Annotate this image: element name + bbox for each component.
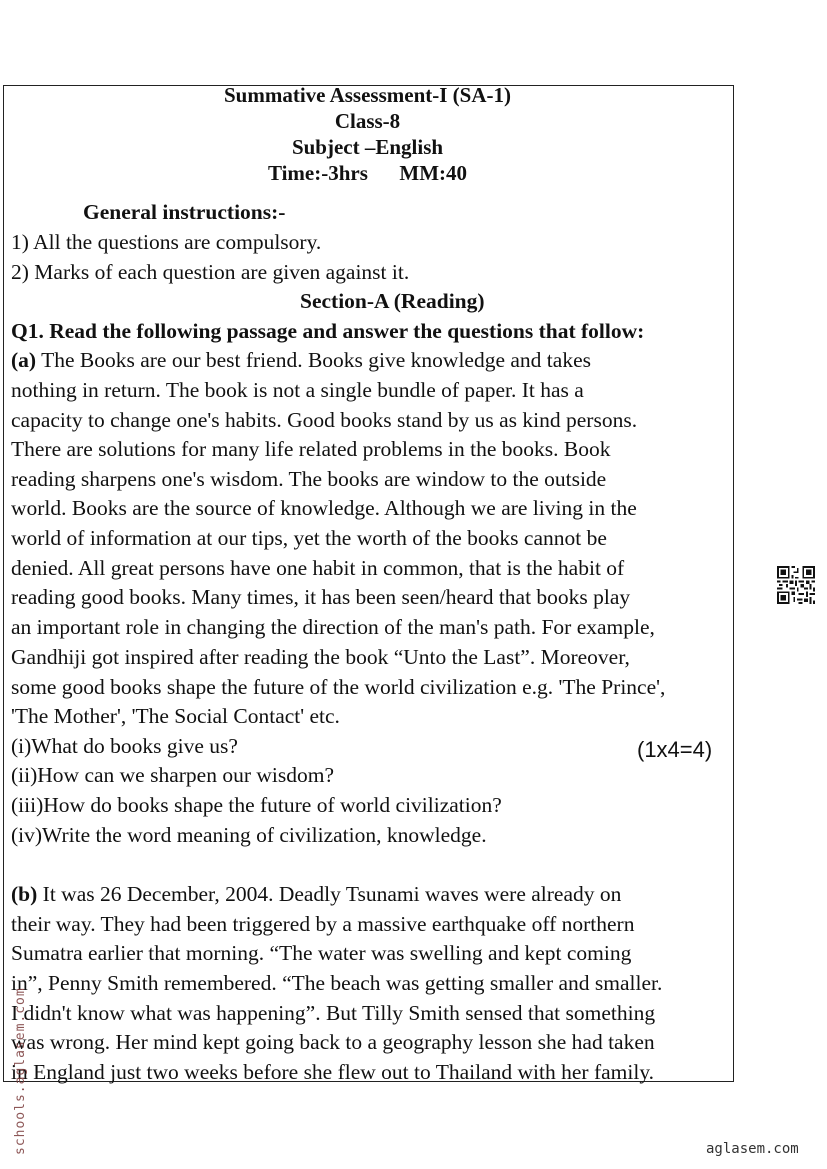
passage-a-line: 'The Mother', 'The Social Contact' etc.: [11, 704, 340, 728]
section-a-heading: Section-A (Reading): [300, 289, 485, 313]
footer-watermark: aglasem.com: [706, 1141, 799, 1157]
passage-b-line: their way. They had been triggered by a massive earthquake off northern: [11, 912, 635, 936]
passage-a-line: some good books shape the future of the world civilization e.g. 'The Prince',: [11, 675, 666, 699]
passage-a-line: world. Books are the source of knowledge. Although we are living in the: [11, 496, 637, 520]
question-item: (ii)How can we sharpen our wisdom?: [11, 763, 335, 787]
class-label: Class-8: [334, 109, 401, 133]
passage-a-line: world of information at our tips, yet the worth of the books cannot be: [11, 526, 607, 550]
instruction-item: 1) All the questions are compulsory.: [11, 230, 322, 254]
passage-a-line: Gandhiji got inspired after reading the book “Unto the Last”. Moreover,: [11, 645, 630, 669]
side-watermark: schools.aglasem.com: [13, 987, 28, 1155]
question-item: (iv)Write the word meaning of civilization, knowledge.: [11, 823, 487, 847]
passage-a-line: nothing in return. The book is not a single bundle of paper. It has a: [11, 378, 584, 402]
passage-a-line: (a) The Books are our best friend. Books give knowledge and takes: [11, 348, 591, 372]
q1-prompt: Q1. Read the following passage and answer the questions that follow:: [11, 319, 645, 343]
part-a-label: (a): [11, 348, 37, 372]
subject-label: Subject –English: [291, 135, 444, 159]
max-marks-label: MM:40: [399, 161, 468, 185]
passage-a-line: reading sharpens one's wisdom. The books are window to the outside: [11, 467, 607, 491]
passage-a-line: There are solutions for many life related problems in the books. Book: [11, 437, 611, 461]
passage-b-line: was wrong. Her mind kept going back to a geography lesson she had taken: [11, 1030, 655, 1054]
marks-label: (1x4=4): [637, 737, 713, 762]
passage-b-line: in England just two weeks before she flew out to Thailand with her family.: [11, 1060, 655, 1084]
time-label: Time:-3hrs: [267, 161, 368, 185]
instruction-item: 2) Marks of each question are given against it.: [11, 260, 410, 284]
instructions-heading: General instructions:-: [83, 200, 286, 224]
passage-a-line: capacity to change one's habits. Good books stand by us as kind persons.: [11, 408, 638, 432]
passage-a-line: reading good books. Many times, it has been seen/heard that books play: [11, 585, 631, 609]
passage-b-line: (b) It was 26 December, 2004. Deadly Tsunami waves were already on: [11, 882, 622, 906]
passage-a-line: an important role in changing the direction of the man's path. For example,: [11, 615, 655, 639]
passage-b-line: Sumatra earlier that morning. “The water was swelling and kept coming: [11, 941, 632, 965]
passage-a-line: denied. All great persons have one habit in common, that is the habit of: [11, 556, 625, 580]
passage-b-line: I didn't know what was happening”. But Tilly Smith sensed that something: [11, 1001, 656, 1025]
question-item: (i)What do books give us?: [11, 734, 238, 758]
question-item: (iii)How do books shape the future of world civilization?: [11, 793, 502, 817]
part-b-label: (b): [11, 882, 38, 906]
exam-title: Summative Assessment-I (SA-1): [224, 83, 511, 107]
passage-b-line: in”, Penny Smith remembered. “The beach was getting smaller and smaller.: [11, 971, 663, 995]
qr-code-icon: [777, 566, 815, 604]
time-marks-line: [0, 160, 735, 186]
